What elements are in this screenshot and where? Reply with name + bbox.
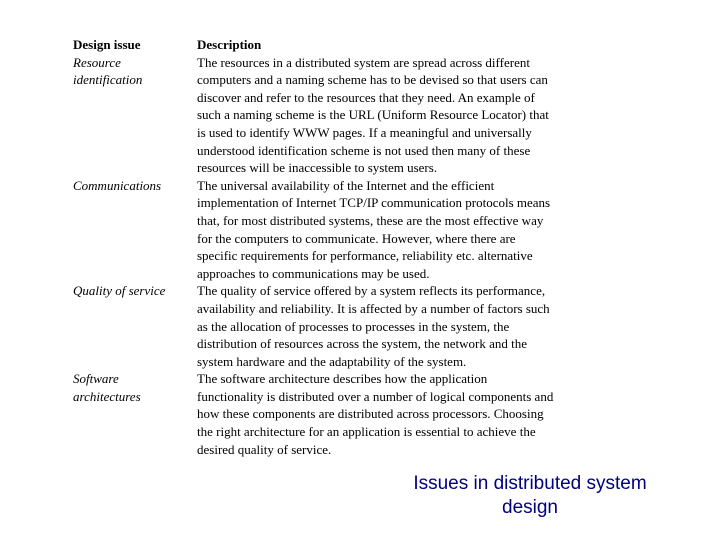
issue-cell: Software architectures xyxy=(73,371,141,404)
description-cell: The universal availability of the Internet and the efficient implementation of Internet TCP/IP communication protocols means that, for most distributed systems, these are the most effective way for the computers to communicate. However, where there are specific requirements for performance, reliability etc. alternative approaches to communications may be used. xyxy=(197,177,551,281)
description-cell: The software architecture describes how the application functionality is distributed over a number of logical components and how these components are distributed across processors. Choosing the right architecture for an application is essential to achieve the desired quality of service. xyxy=(197,371,554,457)
table-row-resource-identification xyxy=(73,54,633,177)
table-row-quality-of-service xyxy=(73,282,633,370)
table-row-communications xyxy=(73,177,633,283)
issue-cell: Communications xyxy=(73,177,162,193)
description-cell: The resources in a distributed system are spread across different computers and a naming scheme has to be devised so that users can discover and refer to the resources that they need. An example of such a naming scheme is the URL (Uniform Resource Locator) that is used to identify WWW pages. If a meaningful and universally understood identification scheme is not used then many of these resources will be inaccessible to system users. xyxy=(197,54,549,176)
description-cell: The quality of service offered by a system reflects its performance, availability and reliability. It is affected by a number of factors such as the allocation of processes to processes in the system, the distribution of resources across the system, the network and the system hardware and the adaptability of the system. xyxy=(197,283,550,369)
design-issues-table xyxy=(73,36,633,458)
slide-title: Issues in distributed system design xyxy=(413,473,647,518)
header-description: Description xyxy=(197,37,262,52)
header-design-issue: Design issue xyxy=(73,37,141,52)
table-row-software-architectures xyxy=(73,370,633,458)
issue-cell: Resource identification xyxy=(73,54,143,88)
issue-cell: Quality of service xyxy=(73,283,166,299)
table-header-row xyxy=(73,36,633,54)
